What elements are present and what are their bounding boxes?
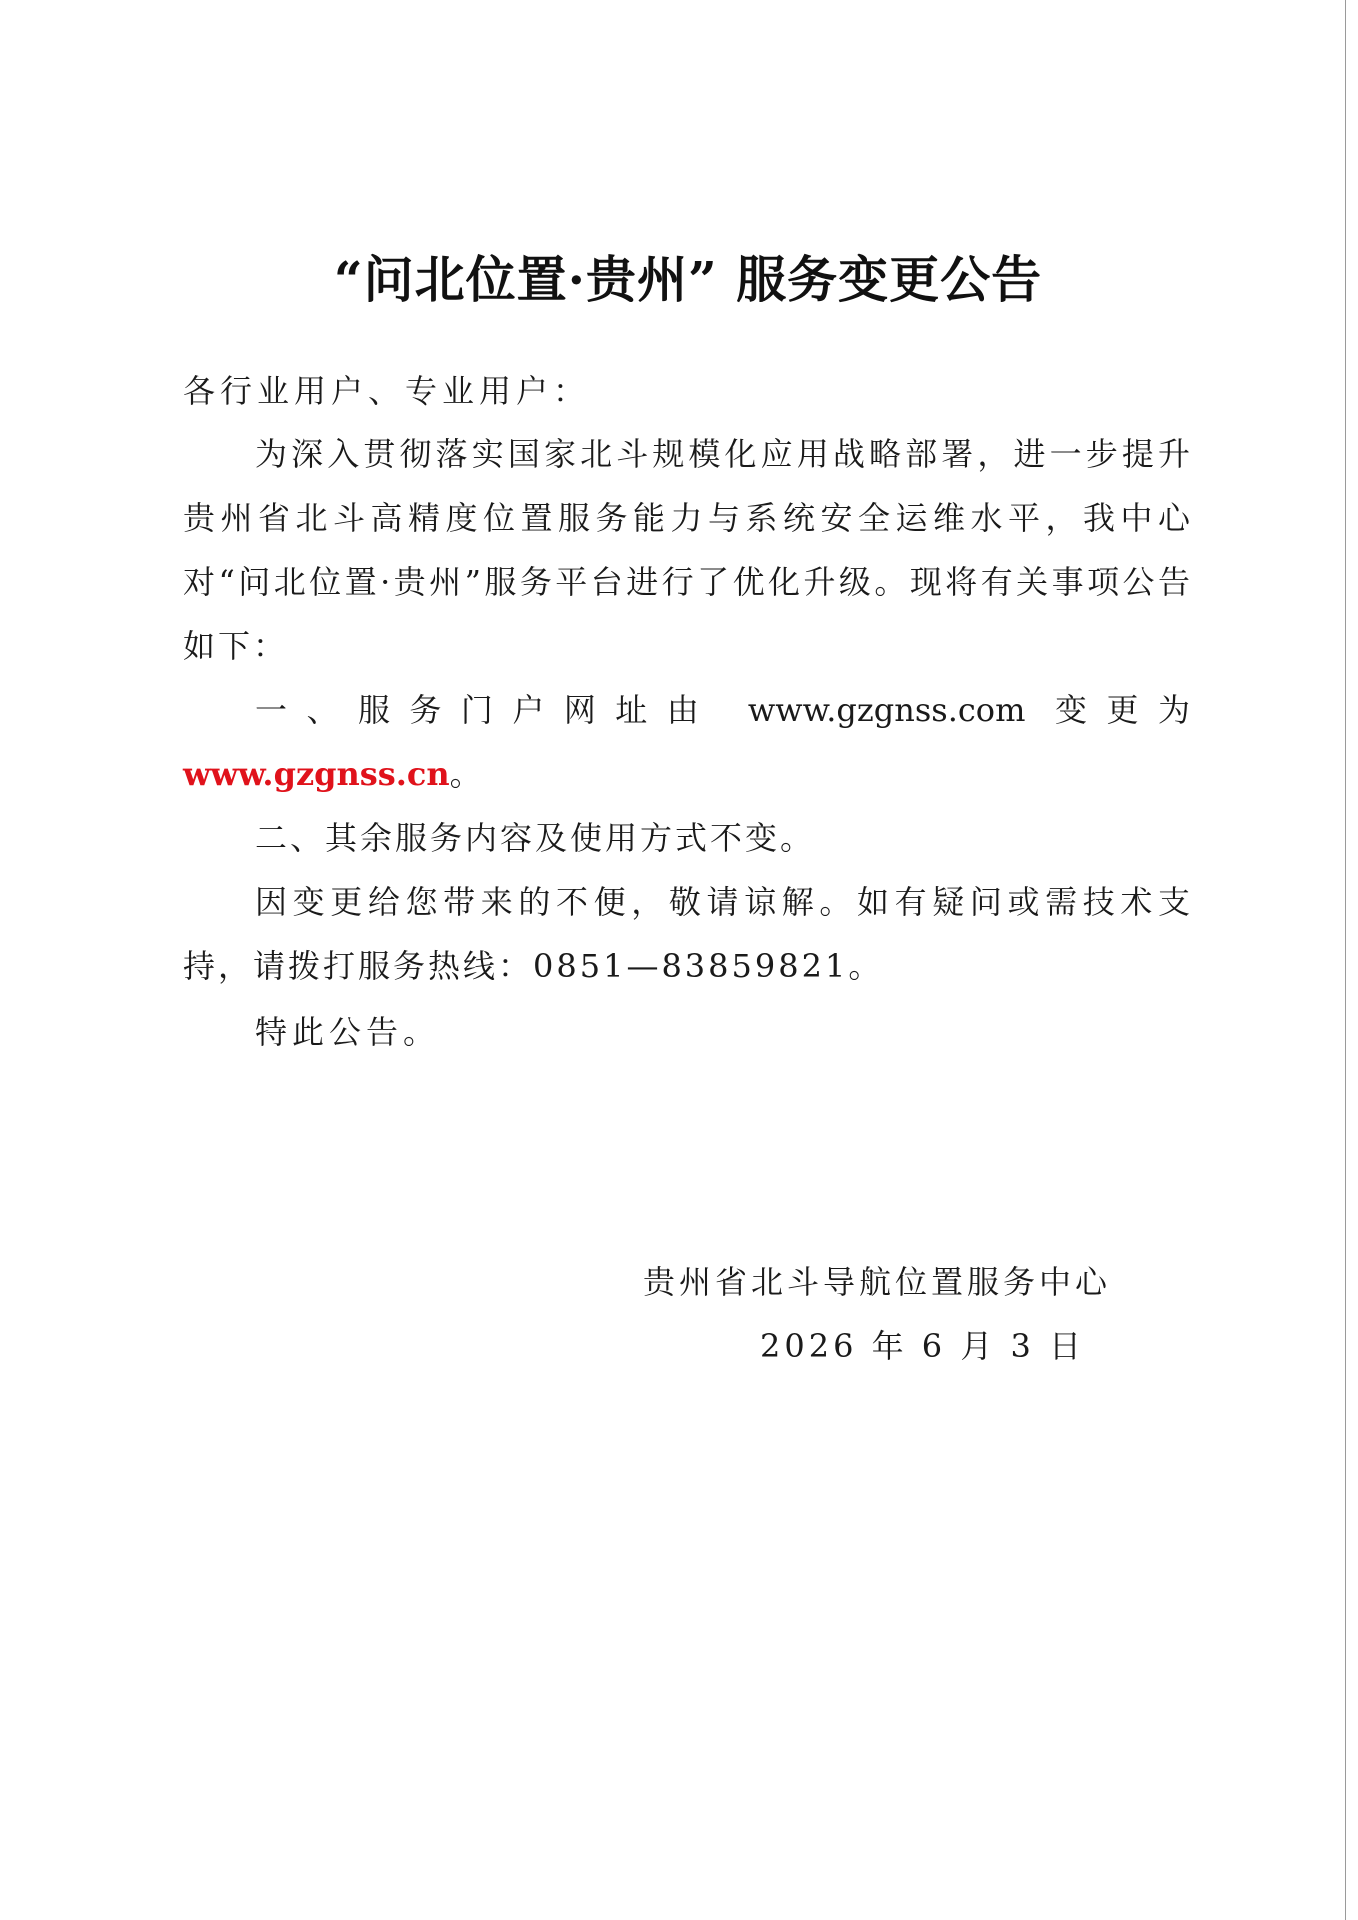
signature-organization: 贵州省北斗导航位置服务中心 [643,1263,1112,1301]
item-one-suffix: 。 [449,755,485,793]
old-url: www.gzgnss.com [747,691,1026,729]
apology-paragraph: 因变更给您带来的不便，敬请谅解。如有疑问或需技术支持，请拨打服务热线：0851—83859821。 [183,883,1193,985]
signature-date: 2026 年 6 月 3 日 [760,1327,1086,1365]
item-one-middle: 变更为 [1025,691,1193,729]
signature-block [643,1250,1123,1378]
item-one-prefix: 一、服务门户网址由 [255,691,748,729]
intro-paragraph: 为深入贯彻落实国家北斗规模化应用战略部署，进一步提升贵州省北斗高精度位置服务能力与系统安全运维水平，我中心对“问北位置·贵州”服务平台进行了优化升级。现将有关事项公告如下： [183,435,1193,665]
document-title: “问北位置·贵州” 服务变更公告 [333,250,1043,309]
item-one [183,678,1193,806]
salutation: 各行业用户、专业用户： [183,372,591,410]
new-url-link[interactable]: www.gzgnss.cn [183,755,450,793]
closing-remark: 特此公告。 [255,1013,441,1051]
item-two: 二、其余服务内容及使用方式不变。 [255,819,816,857]
page-edge-line [1345,0,1346,1920]
document-body [183,422,1193,998]
